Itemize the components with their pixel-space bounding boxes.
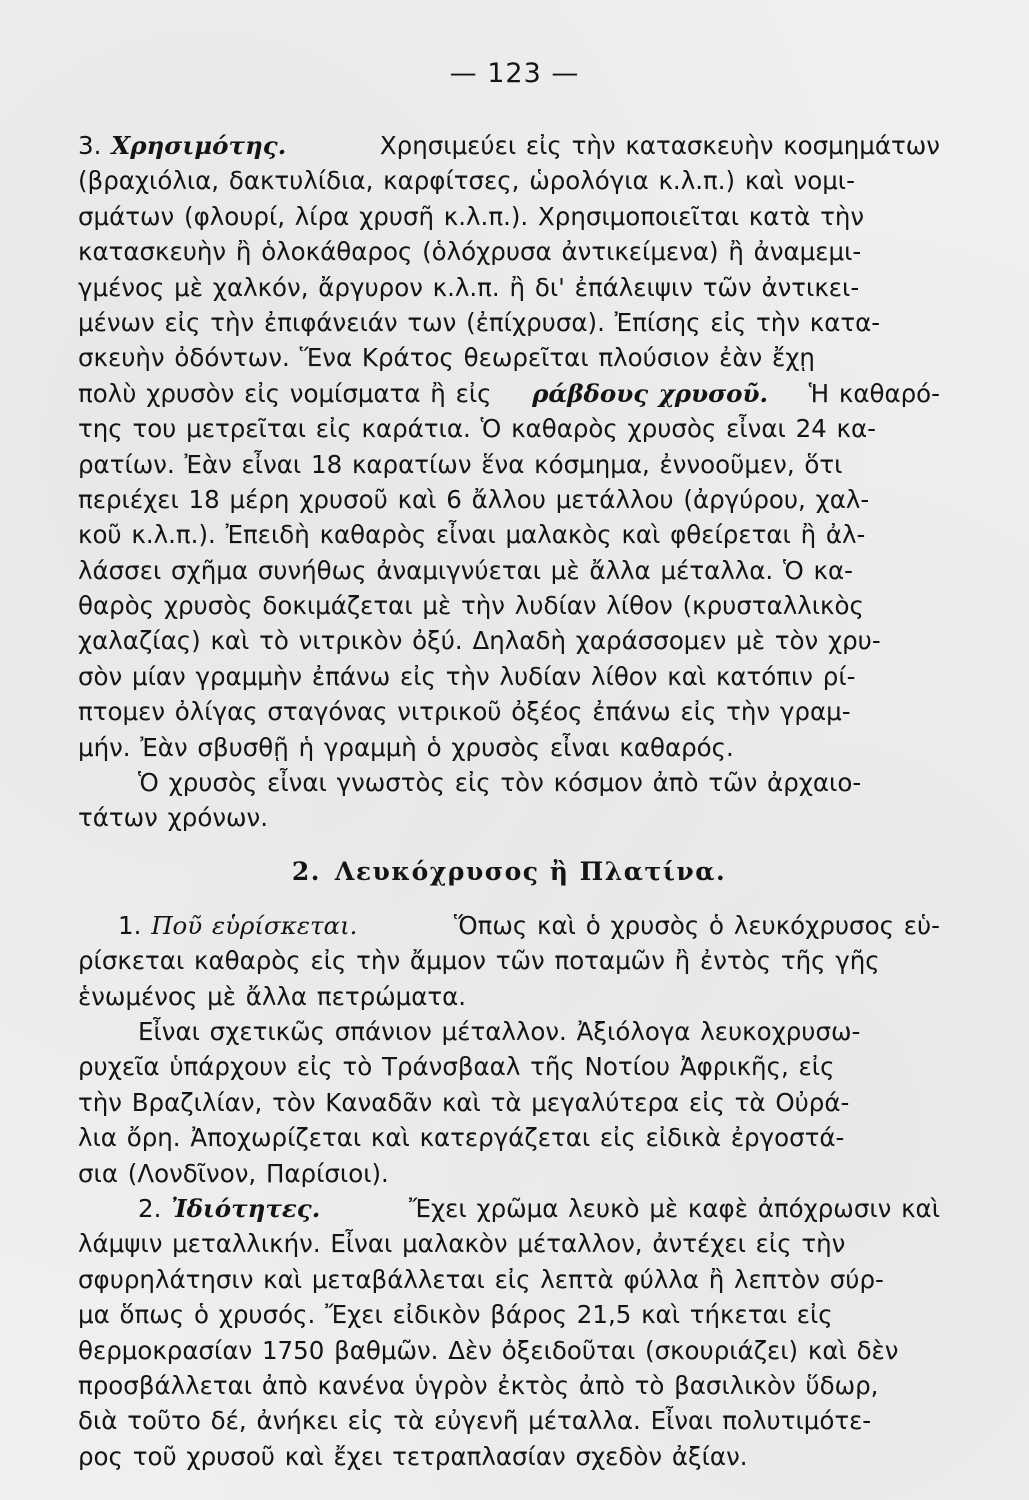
text-line [78, 943, 940, 978]
text-fragment: τάτων χρόνων. [78, 803, 269, 833]
text-fragment: χαλαζίας) καὶ τὸ νιτρικὸν ὀξύ. Δηλαδὴ χαράσσομεν μὲ τὸν χρυ- [78, 626, 881, 656]
text-fragment: ρυχεῖα ὑπάρχουν εἰς τὸ Τράνσβααλ τῆς Νοτίου Ἀφρικῆς, εἰς [78, 1052, 835, 1082]
text-fragment: Χρησιμεύει εἰς τὴν κατασκευὴν κοσμημάτων [379, 131, 940, 160]
platinum-section [78, 908, 940, 1474]
section-title: Λευκόχρυσος ἢ Πλατίνα. [334, 857, 727, 887]
text-fragment: Ἡ καθαρό- [808, 378, 940, 408]
text-fragment: ρίσκεται καθαρὸς εἰς τὴν ἄμμον τῶν ποταμῶν ἢ ἐντὸς τῆς γῆς [78, 946, 880, 976]
text-line [78, 234, 940, 269]
text-line [78, 305, 940, 340]
text-line [78, 482, 940, 517]
text-line [78, 447, 940, 482]
text-line [78, 908, 940, 943]
gold-usage-section [78, 128, 940, 836]
text-line [78, 340, 940, 375]
text-fragment: λάμψιν μεταλλικήν. Εἶναι μαλακὸν μέταλλον, ἀντέχει εἰς τὴν [78, 1229, 846, 1259]
text-fragment: Εἶναι σχετικῶς σπάνιον μέταλλον. Ἀξιόλογα λευκοχρυσω- [138, 1016, 861, 1046]
text-line [78, 1262, 940, 1297]
text-fragment: μα ὅπως ὁ χρυσός. Ἔχει εἰδικὸν βάρος 21,5 καὶ τήκεται εἰς [78, 1300, 833, 1330]
text-line [78, 1085, 940, 1120]
text-fragment: Ὁ χρυσὸς εἶναι γνωστὸς εἰς τὸν κόσμον ἀπὸ τῶν ἀρχαιο- [138, 768, 862, 798]
text-line [78, 553, 940, 588]
subheading-usage: Χρησιμότης. [111, 131, 287, 160]
text-fragment: γμένος μὲ χαλκόν, ἄργυρον κ.λ.π. ἢ δι' ἐπάλειψιν τῶν ἀντικει- [78, 272, 860, 302]
text-line [78, 128, 940, 163]
text-fragment: μήν. Ἐὰν σβυσθῇ ἡ γραμμὴ ὁ χρυσὸς εἶναι καθαρός. [78, 732, 734, 762]
text-line [78, 659, 940, 694]
text-line [78, 623, 940, 658]
text-fragment: (βραχιόλια, δακτυλίδια, καρφίτσες, ὡρολόγια κ.λ.π.) καὶ νομι- [78, 166, 855, 196]
text-line [78, 1333, 940, 1368]
text-fragment: σφυρηλάτησιν καὶ μεταβάλλεται εἰς λεπτὰ φύλλα ἢ λεπτὸν σύρ- [78, 1264, 884, 1294]
text-line [78, 1156, 940, 1191]
item-number: 3. [78, 131, 102, 160]
text-fragment: σμάτων (φλουρί, λίρα χρυσῆ κ.λ.π.). Χρησιμοποιεῖται κατὰ τὴν [78, 201, 865, 231]
text-fragment: μένων εἰς τὴν ἐπιφάνειάν των (ἐπίχρυσα). Ἐπίσης εἰς τὴν κατα- [78, 307, 881, 337]
text-line [78, 979, 940, 1014]
text-fragment: κατασκευὴν ἢ ὁλοκάθαρος (ὁλόχρυσα ἀντικείμενα) ἢ ἀναμεμι- [78, 237, 862, 267]
section-heading-platinum [78, 836, 940, 908]
text-fragment: σια (Λονδῖνον, Παρίσιοι). [78, 1158, 389, 1188]
page-number: — 123 — [449, 58, 580, 89]
item-number: 1. [118, 910, 142, 940]
text-fragment: θαρὸς χρυσὸς δοκιμάζεται μὲ τὴν λυδίαν λίθον (κρυσταλλικὸς [78, 591, 864, 621]
text-fragment: σκευὴν ὀδόντων. Ἕνα Κράτος θεωρεῖται πλούσιον ἐὰν ἔχῃ [78, 343, 815, 373]
subheading-properties: Ἰδιότητες. [171, 1193, 321, 1223]
text-line [78, 411, 940, 446]
text-line [78, 1368, 940, 1403]
text-fragment: ρος τοῦ χρυσοῦ καὶ ἔχει τετραπλασίαν σχεδὸν ἀξίαν. [78, 1441, 748, 1471]
text-fragment: ρατίων. Ἐὰν εἶναι 18 καρατίων ἕνα κόσμημα, ἐννοοῦμεν, ὅτι [78, 449, 843, 479]
text-line [78, 730, 940, 765]
text-fragment: πολὺ χρυσὸν εἰς νομίσματα ἢ εἰς [78, 378, 492, 408]
text-line [78, 800, 940, 835]
text-fragment: Ὅπως καὶ ὁ χρυσὸς ὁ λευκόχρυσος εὑ- [453, 910, 940, 940]
text-fragment: κοῦ κ.λ.π.). Ἐπειδὴ καθαρὸς εἶναι μαλακὸς καὶ φθείρεται ἢ ἀλ- [78, 520, 866, 550]
text-line [78, 199, 940, 234]
item-number: 2. [138, 1193, 162, 1223]
text-line [78, 163, 940, 198]
text-fragment: Ἔχει χρῶμα λευκὸ μὲ καφὲ ἀπόχρωσιν καὶ [408, 1193, 940, 1223]
text-fragment: σὸν μίαν γραμμὴν ἐπάνω εἰς τὴν λυδίαν λίθον καὶ κατόπιν ρί- [78, 661, 856, 691]
subheading-where-found: Ποῦ εὑρίσκεται. [151, 910, 358, 940]
text-fragment: ἑνωμένος μὲ ἄλλα πετρώματα. [78, 981, 467, 1011]
text-line [78, 1191, 940, 1226]
text-line [78, 270, 940, 305]
text-fragment: διὰ τοῦτο δέ, ἀνήκει εἰς τὰ εὐγενῆ μέταλλα. Εἶναι πολυτιμότε- [78, 1406, 872, 1436]
text-fragment: θερμοκρασίαν 1750 βαθμῶν. Δὲν ὀξειδοῦται (σκουριάζει) καὶ δὲν [78, 1335, 899, 1365]
text-line [78, 1049, 940, 1084]
text-line [78, 1226, 940, 1261]
text-line [78, 1439, 940, 1474]
text-fragment: τὴν Βραζιλίαν, τὸν Καναδᾶν καὶ τὰ μεγαλύτερα εἰς τὰ Οὐρά- [78, 1087, 850, 1117]
text-line [78, 1297, 940, 1332]
section-number: 2. [291, 857, 321, 887]
text-line [78, 1403, 940, 1438]
page-body [78, 128, 940, 1474]
text-line [78, 765, 940, 800]
text-fragment: λια ὄρη. Ἀποχωρίζεται καὶ κατεργάζεται εἰς εἰδικὰ ἐργοστά- [78, 1123, 845, 1153]
text-line [78, 517, 940, 552]
text-fragment: προσβάλλεται ἀπὸ κανένα ὑγρὸν ἐκτὸς ἀπὸ τὸ βασιλικὸν ὕδωρ, [78, 1370, 879, 1400]
text-fragment: της του μετρεῖται εἰς καράτια. Ὁ καθαρὸς χρυσὸς εἶναι 24 κα- [78, 414, 876, 444]
text-line [78, 1120, 940, 1155]
text-fragment: πτομεν ὀλίγας σταγόνας νιτρικοῦ ὀξέος ἐπάνω εἰς τὴν γραμ- [78, 697, 851, 727]
text-line [78, 376, 940, 411]
text-line [78, 588, 940, 623]
text-line [78, 1014, 940, 1049]
text-fragment: περιέχει 18 μέρη χρυσοῦ καὶ 6 ἄλλου μετάλλου (ἀργύρου, χαλ- [78, 484, 870, 514]
text-fragment: λάσσει σχῆμα συνήθως ἀναμιγνύεται μὲ ἄλλα μέταλλα. Ὁ κα- [78, 555, 853, 585]
emphasis-gold-bars: ράβδους χρυσοῦ. [532, 378, 769, 408]
text-line [78, 694, 940, 729]
